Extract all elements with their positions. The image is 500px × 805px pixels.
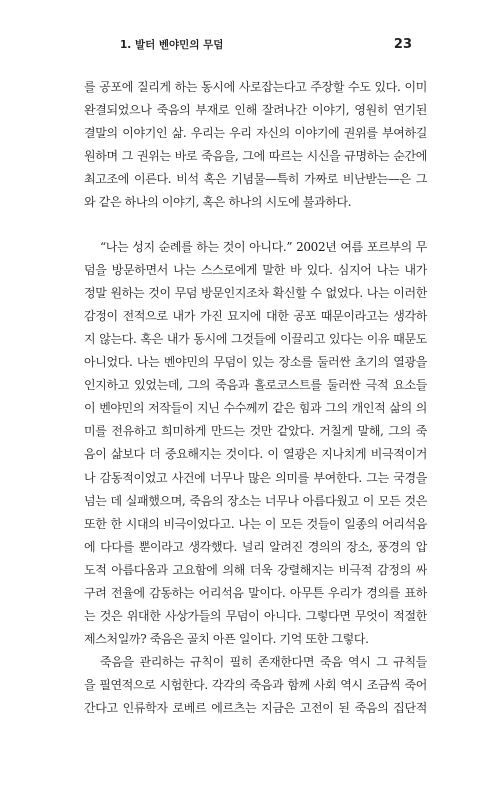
running-head: 1. 발터 벤야민의 무덤 xyxy=(120,39,224,51)
text-line: 완결되었으나 죽음의 부재로 인해 잘려나간 이야기, 영원히 연기된 xyxy=(84,103,427,118)
text-line: 넘는 데 실패했으며, 죽음의 장소는 너무나 아름다웠고 이 모든 것은 xyxy=(84,493,427,508)
text-line: 를 공포에 질리게 하는 동시에 사로잡는다고 주장할 수도 있다. 이미 xyxy=(84,80,427,94)
text-line: 제스처일까? 죽음은 골치 아픈 일이다. 기억 또한 그렇다. xyxy=(84,632,369,647)
text-line: 아니었다. 나는 벤야민의 무덤이 있는 장소를 둘러싼 초기의 열광을 xyxy=(84,355,427,370)
text-line: 는 것은 위대한 사상가들의 무덤이 아니다. 그렇다면 무엇이 적절한 xyxy=(84,609,427,624)
text-line: 결말의 이야기인 삶. 우리는 우리 자신의 이야기에 권위를 부여하길 xyxy=(84,126,427,141)
paragraph-gap xyxy=(84,215,427,236)
text-line: 을 필연적으로 시험한다. 각각의 죽음과 함께 사회 역시 조금씩 죽어 xyxy=(84,678,427,693)
page-number: 23 xyxy=(393,37,412,52)
paragraph-2 xyxy=(84,236,427,652)
text-line: 지 않는다. 혹은 내가 동시에 그것들에 이끌리고 있다는 이유 때문도 xyxy=(84,331,427,346)
page-header xyxy=(120,37,412,52)
text-line: 나 감동적이었고 사건에 너무나 많은 의미를 부여한다. 그는 국경을 xyxy=(84,470,427,485)
text-line: 이 벤야민의 저작들이 지닌 수수께끼 같은 힘과 그의 개인적 삶의 의 xyxy=(84,401,427,416)
text-line: 최고조에 이른다. 비석 혹은 기념물—특히 가짜로 비난받는—은 그 xyxy=(84,172,427,187)
text-line: 죽음을 관리하는 규칙이 필히 존재한다면 죽음 역시 그 규칙들 xyxy=(100,655,427,670)
text-line: 인지하고 있었는데, 그의 죽음과 홀로코스트를 둘러싼 극적 요소들 xyxy=(84,378,427,393)
paragraph-3 xyxy=(84,651,427,720)
text-line: 간다고 인류학자 로베르 에르츠는 지금은 고전이 된 죽음의 집단적 xyxy=(84,701,427,716)
text-line: 미를 전유하고 희미하게 만드는 것만 같았다. 거칠게 말해, 그의 죽 xyxy=(84,424,427,439)
text-line: 감정이 전적으로 내가 가진 묘지에 대한 공포 때문이라고는 생각하 xyxy=(84,308,427,323)
body-text xyxy=(84,76,427,721)
text-line: 와 같은 하나의 이야기, 혹은 하나의 시도에 불과하다. xyxy=(84,195,352,210)
text-line: 에 다다를 뿐이라고 생각했다. 널리 알려진 경의의 장소, 풍경의 압 xyxy=(84,539,427,554)
text-line: 원하며 그 권위는 바로 죽음을, 그에 따르는 시신을 규명하는 순간에 xyxy=(84,149,427,164)
text-line: 정말 원하는 것이 무덤 방문인지조차 확신할 수 없었다. 나는 이러한 xyxy=(84,285,427,300)
text-line: 덤을 방문하면서 나는 스스로에게 말한 바 있다. 심지어 나는 내가 xyxy=(84,262,427,277)
text-line: 음이 삶보다 더 중요해지는 것이다. 이 열광은 지나치게 비극적이거 xyxy=(84,447,427,462)
text-line: 구려 전율에 감동하는 어리석음 말이다. 아무튼 우리가 경의를 표하 xyxy=(84,585,427,600)
text-line: “나는 성지 순례를 하는 것이 아니다.” 2002년 여름 포르부의 무 xyxy=(100,239,427,254)
paragraph-1 xyxy=(84,76,427,215)
text-line: 도적 아름다움과 고요함에 의해 더욱 강렬해지는 비극적 감정의 싸 xyxy=(84,562,427,577)
text-line: 또한 한 시대의 비극이었다고. 나는 이 모든 것들이 일종의 어리석음 xyxy=(84,516,427,531)
